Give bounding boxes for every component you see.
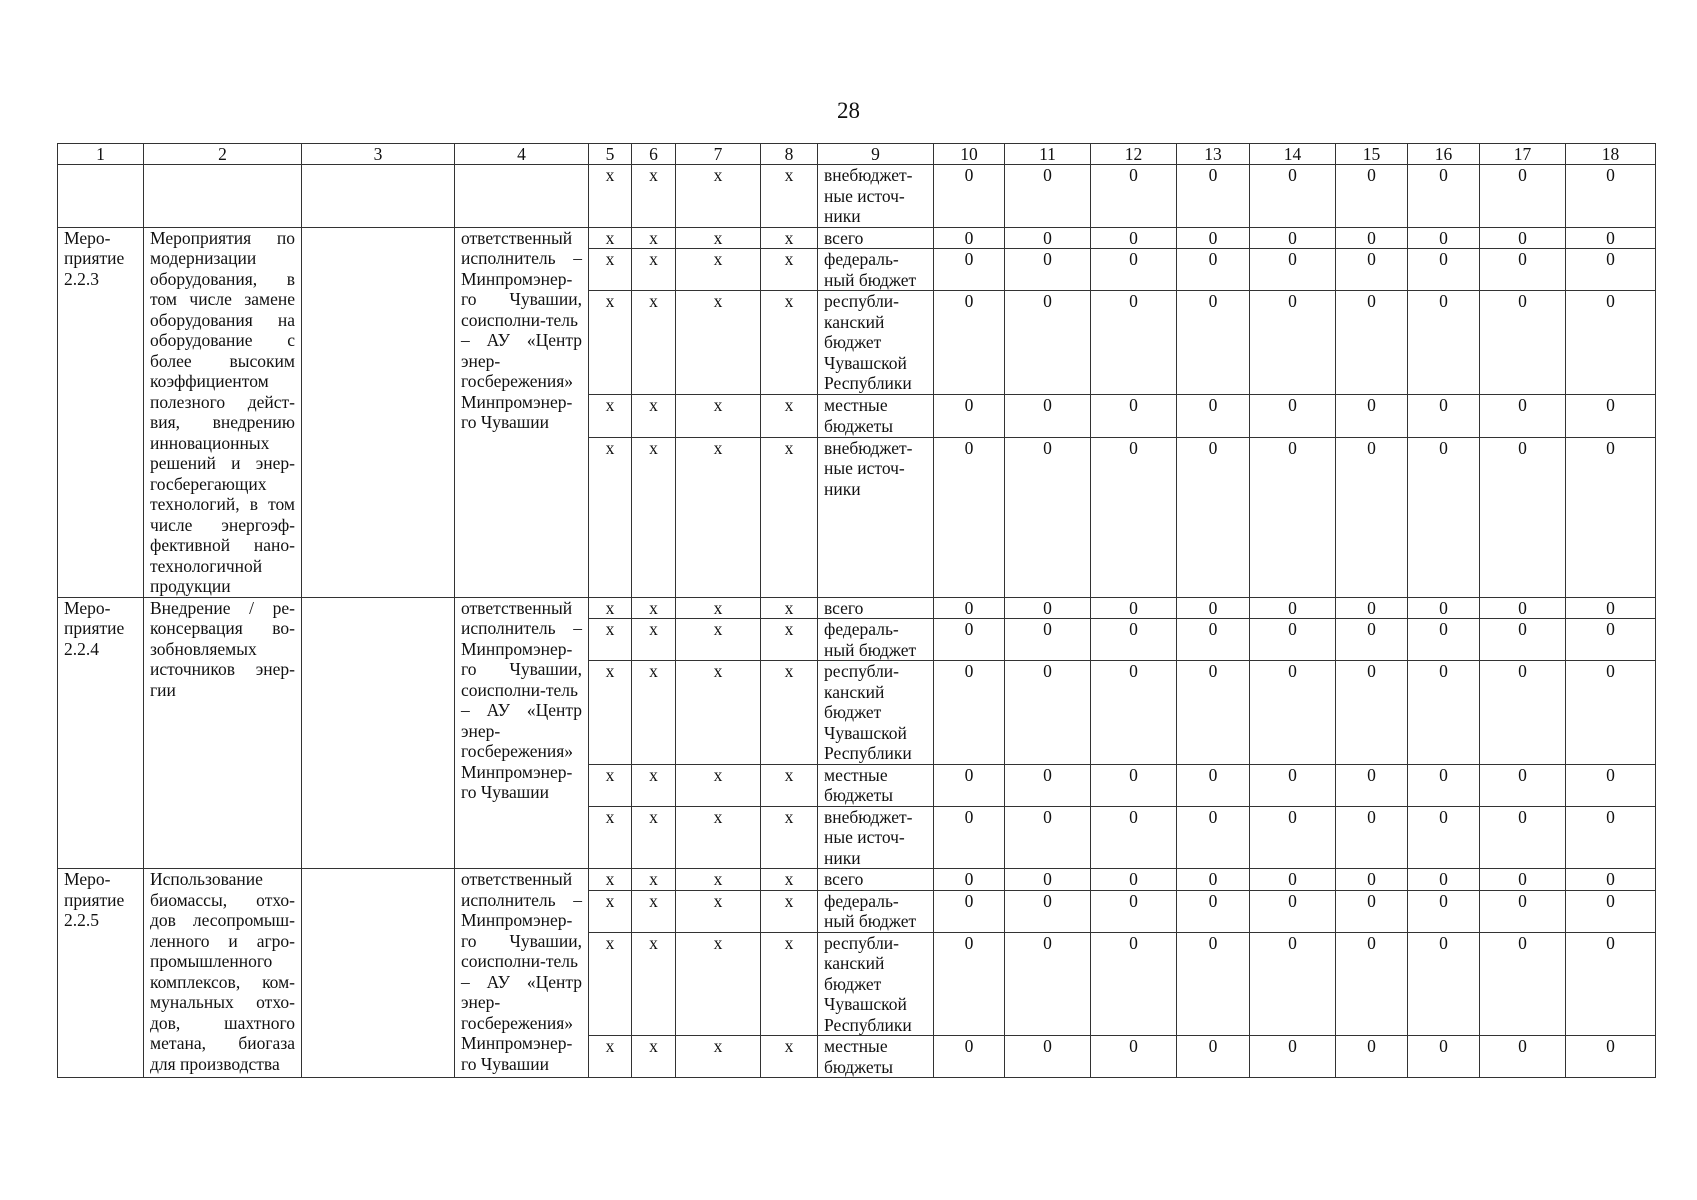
value-cell: 0 xyxy=(934,249,1005,291)
x-mark-cell: x xyxy=(589,165,632,228)
value-cell: 0 xyxy=(1480,597,1566,619)
value-cell: 0 xyxy=(1177,661,1250,765)
x-mark-cell: x xyxy=(589,597,632,619)
empty-col3-cell xyxy=(302,869,455,1078)
value-cell: 0 xyxy=(1480,165,1566,228)
x-mark-cell: x xyxy=(761,806,818,869)
value-cell: 0 xyxy=(1091,437,1177,597)
value-cell: 0 xyxy=(1177,932,1250,1036)
value-cell: 0 xyxy=(1480,806,1566,869)
funding-source-cell: внебюджет- ные источ- ники xyxy=(818,437,934,597)
value-cell: 0 xyxy=(1177,227,1250,249)
measure-code-cell: Меро- приятие 2.2.5 xyxy=(58,869,144,1078)
value-cell: 0 xyxy=(1005,249,1091,291)
funding-source-cell: внебюджет- ные источ- ники xyxy=(818,806,934,869)
value-cell: 0 xyxy=(1408,806,1480,869)
value-cell: 0 xyxy=(1250,661,1336,765)
value-cell: 0 xyxy=(1250,932,1336,1036)
value-cell: 0 xyxy=(1005,869,1091,891)
x-mark-cell: x xyxy=(676,1036,761,1078)
x-mark-cell: x xyxy=(632,227,676,249)
x-mark-cell: x xyxy=(632,764,676,806)
value-cell: 0 xyxy=(1408,249,1480,291)
value-cell: 0 xyxy=(1005,227,1091,249)
value-cell: 0 xyxy=(1336,395,1408,437)
value-cell: 0 xyxy=(1480,890,1566,932)
value-cell: 0 xyxy=(1091,619,1177,661)
x-mark-cell: x xyxy=(761,291,818,395)
value-cell: 0 xyxy=(1408,661,1480,765)
x-mark-cell: x xyxy=(632,619,676,661)
value-cell: 0 xyxy=(1005,165,1091,228)
column-number-row xyxy=(58,144,1656,165)
value-cell: 0 xyxy=(1177,249,1250,291)
value-cell: 0 xyxy=(934,597,1005,619)
table-row xyxy=(58,597,1656,619)
value-cell: 0 xyxy=(1336,597,1408,619)
column-number-cell: 14 xyxy=(1250,144,1336,165)
value-cell: 0 xyxy=(1250,227,1336,249)
value-cell: 0 xyxy=(1480,661,1566,765)
value-cell: 0 xyxy=(934,291,1005,395)
value-cell: 0 xyxy=(1480,869,1566,891)
x-mark-cell: x xyxy=(589,437,632,597)
value-cell: 0 xyxy=(1005,1036,1091,1078)
value-cell: 0 xyxy=(1091,291,1177,395)
column-number-cell: 6 xyxy=(632,144,676,165)
value-cell: 0 xyxy=(1250,395,1336,437)
table-header xyxy=(58,144,1656,165)
value-cell: 0 xyxy=(1005,764,1091,806)
column-number-cell: 18 xyxy=(1566,144,1656,165)
x-mark-cell: x xyxy=(589,291,632,395)
x-mark-cell: x xyxy=(589,806,632,869)
value-cell: 0 xyxy=(1566,932,1656,1036)
page-number: 28 xyxy=(837,98,860,123)
x-mark-cell: x xyxy=(676,806,761,869)
value-cell: 0 xyxy=(1091,869,1177,891)
funding-source-cell: республи- канский бюджет Чувашской Республики xyxy=(818,661,934,765)
value-cell: 0 xyxy=(1566,661,1656,765)
value-cell: 0 xyxy=(1408,1036,1480,1078)
value-cell: 0 xyxy=(1250,869,1336,891)
funding-source-cell: всего xyxy=(818,227,934,249)
empty-executor-cell xyxy=(455,165,589,228)
value-cell: 0 xyxy=(1091,890,1177,932)
value-cell: 0 xyxy=(1566,597,1656,619)
value-cell: 0 xyxy=(1336,165,1408,228)
value-cell: 0 xyxy=(1005,597,1091,619)
x-mark-cell: x xyxy=(589,619,632,661)
measure-code-cell: Меро- приятие 2.2.3 xyxy=(58,227,144,597)
value-cell: 0 xyxy=(1336,1036,1408,1078)
x-mark-cell: x xyxy=(676,661,761,765)
value-cell: 0 xyxy=(1177,806,1250,869)
column-number-cell: 2 xyxy=(144,144,302,165)
x-mark-cell: x xyxy=(761,597,818,619)
value-cell: 0 xyxy=(1408,227,1480,249)
x-mark-cell: x xyxy=(676,932,761,1036)
value-cell: 0 xyxy=(1091,932,1177,1036)
value-cell: 0 xyxy=(1091,249,1177,291)
x-mark-cell: x xyxy=(761,764,818,806)
column-number-cell: 8 xyxy=(761,144,818,165)
value-cell: 0 xyxy=(1566,1036,1656,1078)
value-cell: 0 xyxy=(1177,291,1250,395)
x-mark-cell: x xyxy=(676,291,761,395)
value-cell: 0 xyxy=(1480,395,1566,437)
x-mark-cell: x xyxy=(761,437,818,597)
value-cell: 0 xyxy=(1336,661,1408,765)
x-mark-cell: x xyxy=(761,661,818,765)
value-cell: 0 xyxy=(934,395,1005,437)
value-cell: 0 xyxy=(1177,764,1250,806)
value-cell: 0 xyxy=(1408,597,1480,619)
value-cell: 0 xyxy=(1408,764,1480,806)
x-mark-cell: x xyxy=(761,619,818,661)
x-mark-cell: x xyxy=(761,1036,818,1078)
value-cell: 0 xyxy=(1336,890,1408,932)
value-cell: 0 xyxy=(1005,437,1091,597)
value-cell: 0 xyxy=(1408,869,1480,891)
value-cell: 0 xyxy=(934,890,1005,932)
funding-source-cell: республи- канский бюджет Чувашской Республики xyxy=(818,291,934,395)
value-cell: 0 xyxy=(1091,395,1177,437)
empty-col3-cell xyxy=(302,597,455,869)
table-row xyxy=(58,227,1656,249)
column-number-cell: 16 xyxy=(1408,144,1480,165)
value-cell: 0 xyxy=(1336,619,1408,661)
value-cell: 0 xyxy=(1336,227,1408,249)
value-cell: 0 xyxy=(1177,890,1250,932)
value-cell: 0 xyxy=(934,619,1005,661)
column-number-cell: 1 xyxy=(58,144,144,165)
funding-source-cell: федераль- ный бюджет xyxy=(818,619,934,661)
x-mark-cell: x xyxy=(589,764,632,806)
measure-name-cell: Использование биомассы, отхо-дов лесопромыш-ленного и агро-промышленного комплексов, ком-мунальных отхо-дов, шахтного метана, биогаза для производства xyxy=(144,869,302,1078)
x-mark-cell: x xyxy=(632,249,676,291)
value-cell: 0 xyxy=(1566,249,1656,291)
value-cell: 0 xyxy=(1566,165,1656,228)
value-cell: 0 xyxy=(1091,806,1177,869)
x-mark-cell: x xyxy=(589,869,632,891)
value-cell: 0 xyxy=(1091,597,1177,619)
value-cell: 0 xyxy=(934,764,1005,806)
value-cell: 0 xyxy=(1336,806,1408,869)
value-cell: 0 xyxy=(1091,1036,1177,1078)
value-cell: 0 xyxy=(1091,661,1177,765)
funding-source-cell: местные бюджеты xyxy=(818,764,934,806)
value-cell: 0 xyxy=(1250,165,1336,228)
value-cell: 0 xyxy=(1408,395,1480,437)
x-mark-cell: x xyxy=(761,249,818,291)
column-number-cell: 15 xyxy=(1336,144,1408,165)
funding-source-cell: республи- канский бюджет Чувашской Республики xyxy=(818,932,934,1036)
value-cell: 0 xyxy=(1250,291,1336,395)
x-mark-cell: x xyxy=(676,249,761,291)
value-cell: 0 xyxy=(1091,165,1177,228)
column-number-cell: 5 xyxy=(589,144,632,165)
x-mark-cell: x xyxy=(632,806,676,869)
column-number-cell: 11 xyxy=(1005,144,1091,165)
value-cell: 0 xyxy=(1005,932,1091,1036)
value-cell: 0 xyxy=(1250,597,1336,619)
value-cell: 0 xyxy=(1005,395,1091,437)
value-cell: 0 xyxy=(1480,1036,1566,1078)
x-mark-cell: x xyxy=(632,395,676,437)
x-mark-cell: x xyxy=(632,1036,676,1078)
x-mark-cell: x xyxy=(632,869,676,891)
value-cell: 0 xyxy=(1480,249,1566,291)
x-mark-cell: x xyxy=(632,291,676,395)
value-cell: 0 xyxy=(1177,597,1250,619)
value-cell: 0 xyxy=(1480,291,1566,395)
value-cell: 0 xyxy=(934,661,1005,765)
value-cell: 0 xyxy=(1408,165,1480,228)
value-cell: 0 xyxy=(1408,619,1480,661)
x-mark-cell: x xyxy=(589,249,632,291)
value-cell: 0 xyxy=(1177,395,1250,437)
value-cell: 0 xyxy=(1566,291,1656,395)
x-mark-cell: x xyxy=(632,661,676,765)
funding-source-cell: всего xyxy=(818,869,934,891)
x-mark-cell: x xyxy=(632,597,676,619)
value-cell: 0 xyxy=(1480,619,1566,661)
funding-source-cell: всего xyxy=(818,597,934,619)
x-mark-cell: x xyxy=(589,932,632,1036)
value-cell: 0 xyxy=(1091,227,1177,249)
value-cell: 0 xyxy=(1005,291,1091,395)
column-number-cell: 7 xyxy=(676,144,761,165)
column-number-cell: 9 xyxy=(818,144,934,165)
budget-table xyxy=(57,143,1656,1078)
value-cell: 0 xyxy=(1250,1036,1336,1078)
x-mark-cell: x xyxy=(761,227,818,249)
value-cell: 0 xyxy=(1566,869,1656,891)
value-cell: 0 xyxy=(1336,932,1408,1036)
x-mark-cell: x xyxy=(632,890,676,932)
x-mark-cell: x xyxy=(589,227,632,249)
x-mark-cell: x xyxy=(761,165,818,228)
value-cell: 0 xyxy=(1250,437,1336,597)
value-cell: 0 xyxy=(1005,661,1091,765)
value-cell: 0 xyxy=(934,1036,1005,1078)
x-mark-cell: x xyxy=(632,932,676,1036)
x-mark-cell: x xyxy=(676,395,761,437)
executor-cell: ответственный исполнитель – Минпромэнер-го Чувашии, соисполни-тель – АУ «Центр энер-госбережения» Минпромэнер-го Чувашии xyxy=(455,227,589,597)
value-cell: 0 xyxy=(1336,764,1408,806)
column-number-cell: 4 xyxy=(455,144,589,165)
x-mark-cell: x xyxy=(676,165,761,228)
value-cell: 0 xyxy=(1250,764,1336,806)
value-cell: 0 xyxy=(1566,437,1656,597)
value-cell: 0 xyxy=(1177,869,1250,891)
table-row xyxy=(58,869,1656,891)
value-cell: 0 xyxy=(1566,806,1656,869)
x-mark-cell: x xyxy=(632,437,676,597)
column-number-cell: 12 xyxy=(1091,144,1177,165)
value-cell: 0 xyxy=(1336,869,1408,891)
executor-cell: ответственный исполнитель – Минпромэнер-го Чувашии, соисполни-тель – АУ «Центр энер-госбережения» Минпромэнер-го Чувашии xyxy=(455,597,589,869)
value-cell: 0 xyxy=(1566,764,1656,806)
empty-col3-cell xyxy=(302,227,455,597)
value-cell: 0 xyxy=(1250,249,1336,291)
x-mark-cell: x xyxy=(589,661,632,765)
measure-name-cell: Внедрение / ре-консервация во-зобновляемых источников энер-гии xyxy=(144,597,302,869)
value-cell: 0 xyxy=(1408,437,1480,597)
x-mark-cell: x xyxy=(676,764,761,806)
value-cell: 0 xyxy=(934,932,1005,1036)
column-number-cell: 3 xyxy=(302,144,455,165)
value-cell: 0 xyxy=(1091,764,1177,806)
column-number-cell: 10 xyxy=(934,144,1005,165)
funding-source-cell: внебюджет- ные источ- ники xyxy=(818,165,934,228)
column-number-cell: 13 xyxy=(1177,144,1250,165)
measure-name-cell: Мероприятия по модернизации оборудования, в том числе замене оборудования на оборудование с более высоким коэффициентом полезного дейст-вия, внедрению инновационных решений и энер-госберегающих технологий, в том числе энергоэф-фективной нано-технологичной продукции xyxy=(144,227,302,597)
value-cell: 0 xyxy=(934,227,1005,249)
value-cell: 0 xyxy=(1408,291,1480,395)
value-cell: 0 xyxy=(934,165,1005,228)
empty-code-cell xyxy=(58,165,144,228)
value-cell: 0 xyxy=(1480,437,1566,597)
value-cell: 0 xyxy=(1250,619,1336,661)
value-cell: 0 xyxy=(1005,806,1091,869)
executor-cell: ответственный исполнитель – Минпромэнер-го Чувашии, соисполни-тель – АУ «Центр энер-госбережения» Минпромэнер-го Чувашии xyxy=(455,869,589,1078)
value-cell: 0 xyxy=(1250,806,1336,869)
x-mark-cell: x xyxy=(676,869,761,891)
x-mark-cell: x xyxy=(589,1036,632,1078)
value-cell: 0 xyxy=(1177,619,1250,661)
value-cell: 0 xyxy=(1566,619,1656,661)
x-mark-cell: x xyxy=(761,395,818,437)
value-cell: 0 xyxy=(1408,932,1480,1036)
measure-code-cell: Меро- приятие 2.2.4 xyxy=(58,597,144,869)
funding-source-cell: местные бюджеты xyxy=(818,1036,934,1078)
value-cell: 0 xyxy=(934,437,1005,597)
x-mark-cell: x xyxy=(761,932,818,1036)
value-cell: 0 xyxy=(1408,890,1480,932)
value-cell: 0 xyxy=(1480,764,1566,806)
value-cell: 0 xyxy=(1005,619,1091,661)
value-cell: 0 xyxy=(1336,249,1408,291)
value-cell: 0 xyxy=(1566,395,1656,437)
x-mark-cell: x xyxy=(676,437,761,597)
x-mark-cell: x xyxy=(632,165,676,228)
table-row xyxy=(58,165,1656,228)
column-number-cell: 17 xyxy=(1480,144,1566,165)
x-mark-cell: x xyxy=(589,395,632,437)
value-cell: 0 xyxy=(934,869,1005,891)
value-cell: 0 xyxy=(1177,165,1250,228)
table-body xyxy=(58,165,1656,1078)
value-cell: 0 xyxy=(1566,227,1656,249)
value-cell: 0 xyxy=(1177,1036,1250,1078)
value-cell: 0 xyxy=(1250,890,1336,932)
empty-col3-cell xyxy=(302,165,455,228)
value-cell: 0 xyxy=(1336,437,1408,597)
x-mark-cell: x xyxy=(761,869,818,891)
empty-name-cell xyxy=(144,165,302,228)
x-mark-cell: x xyxy=(676,227,761,249)
value-cell: 0 xyxy=(1480,932,1566,1036)
value-cell: 0 xyxy=(934,806,1005,869)
value-cell: 0 xyxy=(1177,437,1250,597)
value-cell: 0 xyxy=(1480,227,1566,249)
funding-source-cell: местные бюджеты xyxy=(818,395,934,437)
x-mark-cell: x xyxy=(761,890,818,932)
x-mark-cell: x xyxy=(676,890,761,932)
x-mark-cell: x xyxy=(589,890,632,932)
value-cell: 0 xyxy=(1336,291,1408,395)
funding-source-cell: федераль- ный бюджет xyxy=(818,249,934,291)
x-mark-cell: x xyxy=(676,597,761,619)
value-cell: 0 xyxy=(1566,890,1656,932)
value-cell: 0 xyxy=(1005,890,1091,932)
x-mark-cell: x xyxy=(676,619,761,661)
funding-source-cell: федераль- ный бюджет xyxy=(818,890,934,932)
